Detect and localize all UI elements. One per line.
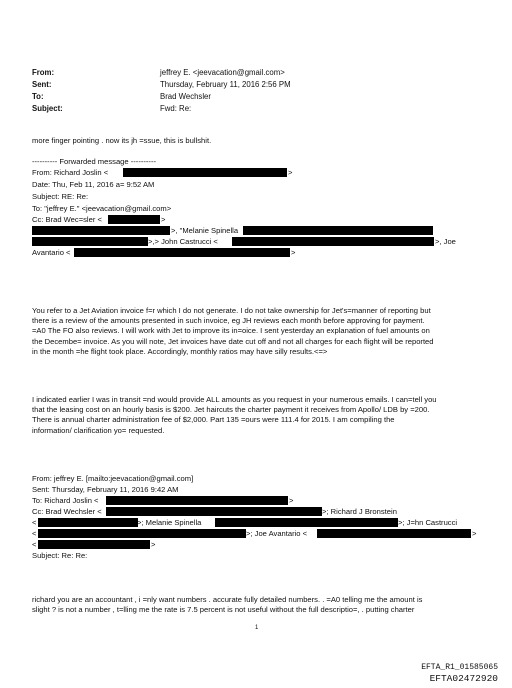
subject-value: Fwd: Re: — [160, 104, 192, 113]
quoted-line3-b: > — [151, 540, 156, 549]
redaction-block — [232, 237, 434, 246]
paragraph-line: I indicated earlier I was in transit =nd would provide ALL amounts as you request in your numerous emails. I can=tell you — [32, 395, 437, 404]
redaction-block — [215, 518, 398, 527]
quoted-sent: Sent: Thursday, February 11, 2016 9:42 AM — [32, 485, 179, 494]
sent-value: Thursday, February 11, 2016 2:56 PM — [160, 80, 291, 89]
paragraph-line: in the month =he flight took place. Accordingly, monthly ratios may have silly results.<=> — [32, 346, 328, 356]
forwarded-line2-mid: >,> John Castrucci < — [148, 237, 218, 246]
forwarded-marker: ---------- Forwarded message ---------- — [32, 157, 157, 166]
forwarded-from-end: > — [288, 168, 293, 177]
footer-id-2: EFTA02472920 — [429, 673, 498, 684]
quoted-line3-a: < — [32, 540, 37, 549]
paragraph-line: information/ clarification yo= requested. — [32, 425, 165, 435]
quoted-cc: Cc: Brad Wechsler < — [32, 507, 102, 516]
forwarded-cc: Cc: Brad Wec=sler < — [32, 215, 102, 224]
forwarded-subject: Subject: RE: Re: — [32, 192, 89, 201]
paragraph-line: richard you are an accountant , i =nly want numbers . accurate fully detailed numbers. . =A0 telling me the amount is — [32, 595, 423, 604]
quoted-to: To: Richard Joslin < — [32, 496, 99, 505]
quoted-line2-b: >; Joe Avantario < — [246, 529, 308, 538]
quoted-line2-a: < — [32, 529, 37, 538]
paragraph-3 — [32, 595, 422, 615]
footer-id-1: EFTA_R1_01585065 — [421, 663, 498, 672]
quoted-to-end: > — [289, 496, 294, 505]
paragraph-line: the Decembe= invoice. As you will note, Jet invoices have date cut off and not all charges for each flight will be reported — [32, 336, 434, 346]
paragraph-line: there is a review of the amounts presented in such invoice, eg JH reviews each month before approving for payment. — [32, 316, 425, 326]
page-number: 1 — [255, 625, 259, 631]
redaction-block — [123, 168, 287, 177]
from-label: From: — [32, 68, 55, 77]
forwarded-line3: Avantario < — [32, 248, 71, 257]
forwarded-cc-end: > — [161, 215, 166, 224]
paragraph-line: that the leasing cost on an hourly basis is $200. Jet haircuts the charter payment it receives from Apollo/ LDB by =200. — [32, 405, 430, 415]
redaction-block — [74, 248, 290, 257]
redaction-block — [106, 507, 322, 516]
to-label: To: — [32, 92, 44, 101]
forwarded-to: To: "jeffrey E." <jeevacation@gmail.com> — [32, 204, 172, 213]
top-message: more finger pointing . now its jh =ssue, this is bullshit. — [32, 136, 212, 145]
quoted-line2-c: > — [472, 529, 477, 538]
paragraph-line: You refer to a Jet Aviation invoice f=r which I do not generate. I do not take ownership for Jet's=manner of reporting but — [32, 306, 431, 315]
paragraph-line: =A0 The FO also reviews. I will work with Jet to improve its in=oice. I sent yesterday an explanation of fuel amounts on — [32, 326, 430, 336]
paragraph-line: slight ? is not a number , t=lling me the rate is 7.5 percent is not useful without the full descriptio=, . putting charter — [32, 605, 415, 615]
from-value: jeffrey E. <jeevacation@gmail.com> — [160, 68, 285, 77]
forwarded-line1-mid: >, "Melanie Spinella — [171, 226, 239, 235]
quoted-line1-a: < — [32, 518, 37, 527]
redaction-block — [317, 529, 471, 538]
subject-label: Subject: — [32, 104, 63, 113]
redaction-block — [32, 237, 148, 246]
redaction-block — [243, 226, 433, 235]
redaction-block — [106, 496, 288, 505]
paragraph-1 — [32, 306, 434, 357]
quoted-from: From: jeffrey E. [mailto:jeevacation@gmail.com] — [32, 474, 194, 483]
redaction-block — [38, 540, 150, 549]
quoted-line1-c: >; J=hn Castrucci — [398, 518, 458, 527]
redaction-block — [108, 215, 160, 224]
quoted-subject: Subject: Re: Re: — [32, 551, 88, 560]
forwarded-date: Date: Thu, Feb 11, 2016 a= 9:52 AM — [32, 180, 155, 189]
paragraph-line: There is annual charter administration fee of $2,000. Part 135 =ours were 111.4 for 2015. I am compiling the — [32, 415, 395, 425]
redaction-block — [38, 529, 246, 538]
paragraph-2 — [32, 395, 437, 436]
forwarded-line3-end: > — [291, 248, 296, 257]
redaction-block — [38, 518, 138, 527]
quoted-line1-b: >; Melanie Spinella — [137, 518, 202, 527]
to-value: Brad Wechsler — [160, 92, 211, 101]
redaction-block — [32, 226, 170, 235]
forwarded-from: From: Richard Joslin < — [32, 168, 109, 177]
sent-label: Sent: — [32, 80, 52, 89]
forwarded-line2-end: >, Joe — [435, 237, 456, 246]
quoted-cc-end: >; Richard J Bronstein — [322, 507, 397, 516]
